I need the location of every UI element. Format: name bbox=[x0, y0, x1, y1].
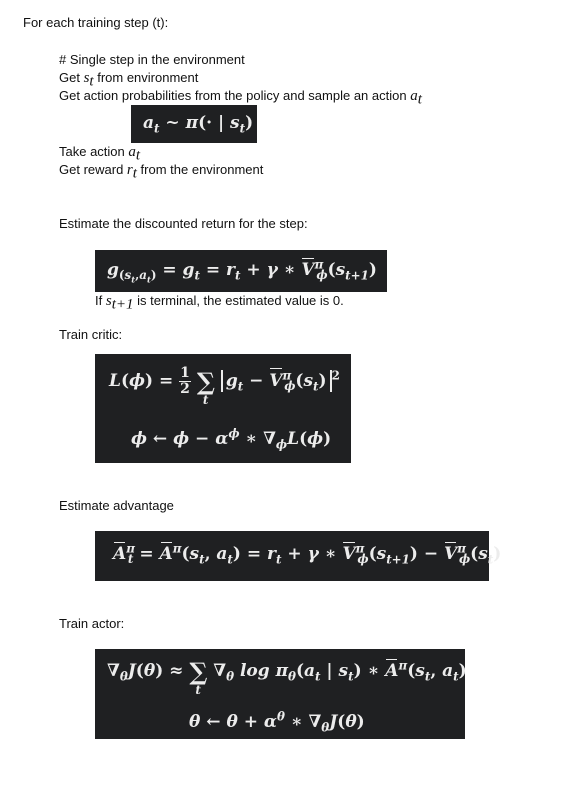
state-var: s bbox=[83, 70, 90, 86]
estimate-advantage-heading: Estimate advantage bbox=[59, 498, 174, 513]
take-action-var: a bbox=[128, 144, 136, 160]
take-action-line bbox=[59, 144, 141, 164]
equation-advantage-text: $A^\pi_t = A^\pi(s_t$, $a_t) = r_t + \gamma$ ∗ $V^\pi_\phi(s_{t+1}) - V^\pi_\phi(s_t)$ bbox=[113, 541, 502, 567]
terminal-note-prefix: If bbox=[95, 293, 106, 308]
equation-discounted-return bbox=[95, 250, 387, 292]
action-var: a bbox=[410, 88, 418, 104]
terminal-note-var: s bbox=[105, 293, 112, 309]
training-loop-heading: For each training step (t): bbox=[23, 15, 169, 30]
state-sub: t bbox=[89, 73, 94, 90]
terminal-note-sub: t+1 bbox=[111, 296, 134, 313]
equation-critic bbox=[95, 354, 351, 463]
equation-critic-update: ϕ ← $\phi - \alpha^\phi$ ∗ $\nabla_\phi L(\phi)$ bbox=[131, 426, 332, 452]
get-state-prefix: Get bbox=[59, 70, 84, 85]
terminal-note bbox=[95, 293, 344, 313]
single-step-comment: # Single step in the environment bbox=[59, 52, 245, 67]
take-action-prefix: Take action bbox=[59, 144, 129, 159]
get-state-line bbox=[59, 70, 199, 90]
equation-sample-action-text: $a_t$ ~ π(· | $s_t$) bbox=[143, 113, 254, 136]
get-reward-suffix: from the environment bbox=[136, 162, 264, 177]
get-action-line bbox=[59, 88, 422, 108]
get-reward-prefix: Get reward bbox=[59, 162, 127, 177]
get-state-suffix: from environment bbox=[93, 70, 199, 85]
get-action-prefix: Get action probabilities from the policy and sample an action bbox=[59, 88, 411, 103]
equation-critic-loss: L(ϕ) = $\frac{1}{2}$ ∑ t $g_t - V^\pi_\phi(s_t)$ $^2$ bbox=[109, 365, 340, 407]
equation-discounted-return-text: $g_{(s_t,a_t)} = g_t = r_t + \gamma$ ∗ $V^\pi_\phi(s_{t+1})$ bbox=[107, 257, 377, 285]
train-actor-heading: Train actor: bbox=[59, 616, 125, 631]
train-critic-heading: Train critic: bbox=[59, 327, 123, 342]
reward-var: r bbox=[126, 162, 133, 178]
reward-sub: t bbox=[132, 165, 137, 182]
equation-sample-action bbox=[131, 105, 257, 143]
equation-actor-update: θ ← $\theta + \alpha^\theta$ ∗ $\nabla_\theta J(\theta)$ bbox=[189, 709, 365, 735]
action-sub: t bbox=[417, 91, 422, 108]
get-reward-line bbox=[59, 162, 264, 182]
equation-actor-gradient: $\nabla_\theta J(\theta)$ ≈ ∑ t $\nabla_\theta$ $\log \pi_\theta(a_t$ | $s_t$) ∗ $A^\pi(s_t$, $a_t$) bbox=[107, 657, 467, 697]
estimate-return-heading: Estimate the discounted return for the step: bbox=[59, 216, 308, 231]
equation-actor bbox=[95, 649, 465, 739]
terminal-note-suffix: is terminal, the estimated value is 0. bbox=[133, 293, 344, 308]
equation-advantage bbox=[95, 531, 502, 581]
take-action-sub: t bbox=[135, 147, 141, 164]
